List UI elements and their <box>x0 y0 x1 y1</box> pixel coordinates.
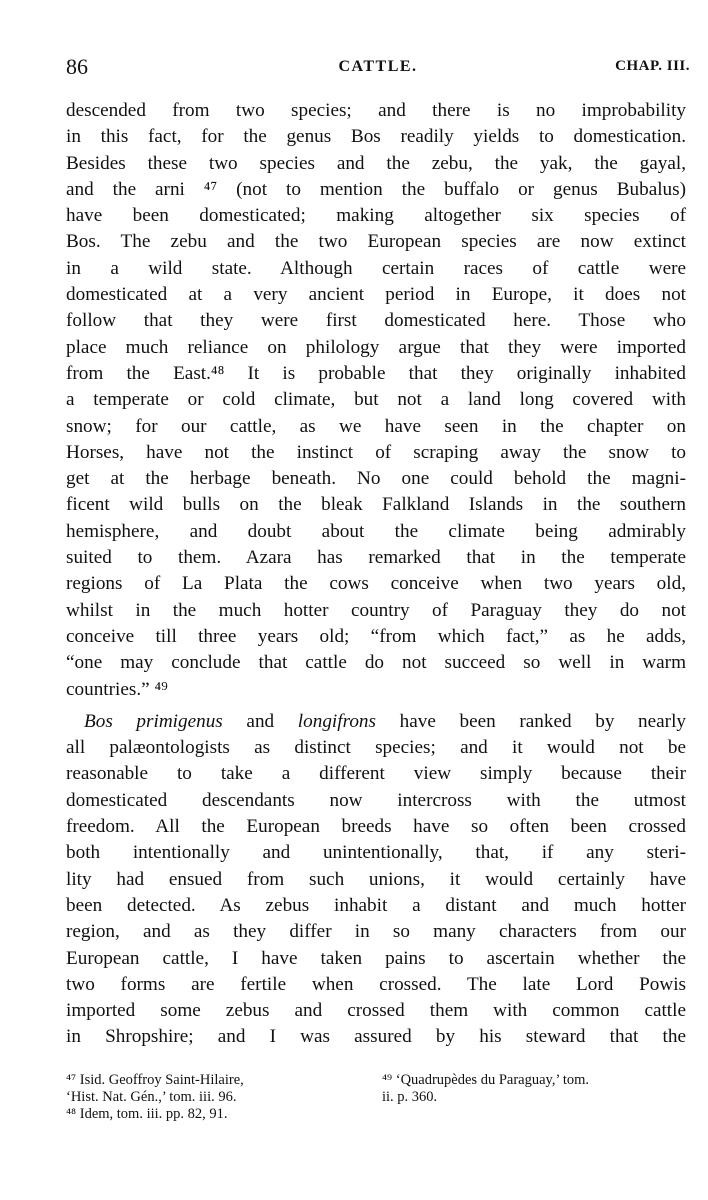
text-line: all palæontologists as distinct species; and it would not be <box>66 737 686 759</box>
text-line: Besides these two species and the zebu, the yak, the gayal, <box>66 152 686 174</box>
footnote-line: ⁴⁹ ‘Quadrupèdes du Paraguay,’ tom. <box>382 1072 590 1088</box>
footnote-line: ‘Hist. Nat. Gén.,’ tom. iii. 96. <box>66 1089 237 1105</box>
running-title: CATTLE. <box>338 58 418 75</box>
text-line: reasonable to take a different view simply because their <box>66 763 686 785</box>
footnote-line: ⁴⁷ Isid. Geoffroy Saint-Hilaire, <box>66 1072 244 1088</box>
text-line: “one may conclude that cattle do not succeed so well in warm <box>66 652 686 674</box>
text-line: both intentionally and unintentionally, that, if any steri- <box>66 842 686 864</box>
text-line: Bos primigenus and longifrons have been ranked by nearly <box>84 710 686 732</box>
text-line: snow; for our cattle, as we have seen in the chapter on <box>66 415 686 437</box>
text-line: whilst in the much hotter country of Paraguay they do not <box>66 599 686 621</box>
running-header <box>66 54 690 84</box>
paragraph <box>66 709 686 1051</box>
text-line: domesticated descendants now intercross with the utmost <box>66 789 686 811</box>
text-line: lity had ensued from such unions, it would certainly have <box>66 868 686 890</box>
text-line: suited to them. Azara has remarked that in the temperate <box>66 547 686 569</box>
text-line: regions of La Plata the cows conceive when two years old, <box>66 573 686 595</box>
text-line: European cattle, I have taken pains to ascertain whether the <box>66 947 686 969</box>
text-line: been detected. As zebus inhabit a distant and much hotter <box>66 894 686 916</box>
footnotes-left-column <box>66 1072 366 1123</box>
text-line: hemisphere, and doubt about the climate being admirably <box>66 520 686 542</box>
text-line: Bos. The zebu and the two European species are now extinct <box>66 231 686 253</box>
text-line: and the arni ⁴⁷ (not to mention the buffalo or genus Bubalus) <box>66 178 686 200</box>
text-line: region, and as they differ in so many characters from our <box>66 921 686 943</box>
text-line: descended from two species; and there is no improbability <box>66 100 686 121</box>
text-line: conceive till three years old; “from which fact,” as he adds, <box>66 625 686 647</box>
page-number: 86 <box>66 54 88 79</box>
text-line: Horses, have not the instinct of scraping away the snow to <box>66 441 686 463</box>
paragraph <box>66 98 686 703</box>
text-line: countries.” ⁴⁹ <box>66 678 168 700</box>
text-line: domesticated at a very ancient period in Europe, it does not <box>66 284 686 306</box>
footnote-line: ⁴⁸ Idem, tom. iii. pp. 82, 91. <box>66 1106 228 1122</box>
text-line: in a wild state. Although certain races of cattle were <box>66 257 686 279</box>
text-line: in Shropshire; and I was assured by his steward that the <box>66 1026 686 1048</box>
text-line: from the East.⁴⁸ It is probable that they originally inhabited <box>66 362 686 384</box>
footnotes-right-column <box>382 1072 690 1106</box>
text-line: place much reliance on philology argue that they were imported <box>66 336 686 358</box>
text-line: have been domesticated; making altogether six species of <box>66 205 686 227</box>
text-line: ficent wild bulls on the bleak Falkland Islands in the southern <box>66 494 686 516</box>
text-line: freedom. All the European breeds have so often been crossed <box>66 816 686 838</box>
text-line: a temperate or cold climate, but not a land long covered with <box>66 389 686 411</box>
text-line: get at the herbage beneath. No one could behold the magni- <box>66 468 686 490</box>
chapter-label: CHAP. III. <box>615 58 690 74</box>
text-line: follow that they were first domesticated here. Those who <box>66 310 686 332</box>
text-line: in this fact, for the genus Bos readily yields to domestication. <box>66 126 686 148</box>
text-line: imported some zebus and crossed them with common cattle <box>66 1000 686 1022</box>
text-line: two forms are fertile when crossed. The late Lord Powis <box>66 973 686 995</box>
body-text <box>66 98 686 1051</box>
footnote-line: ii. p. 360. <box>382 1089 438 1105</box>
